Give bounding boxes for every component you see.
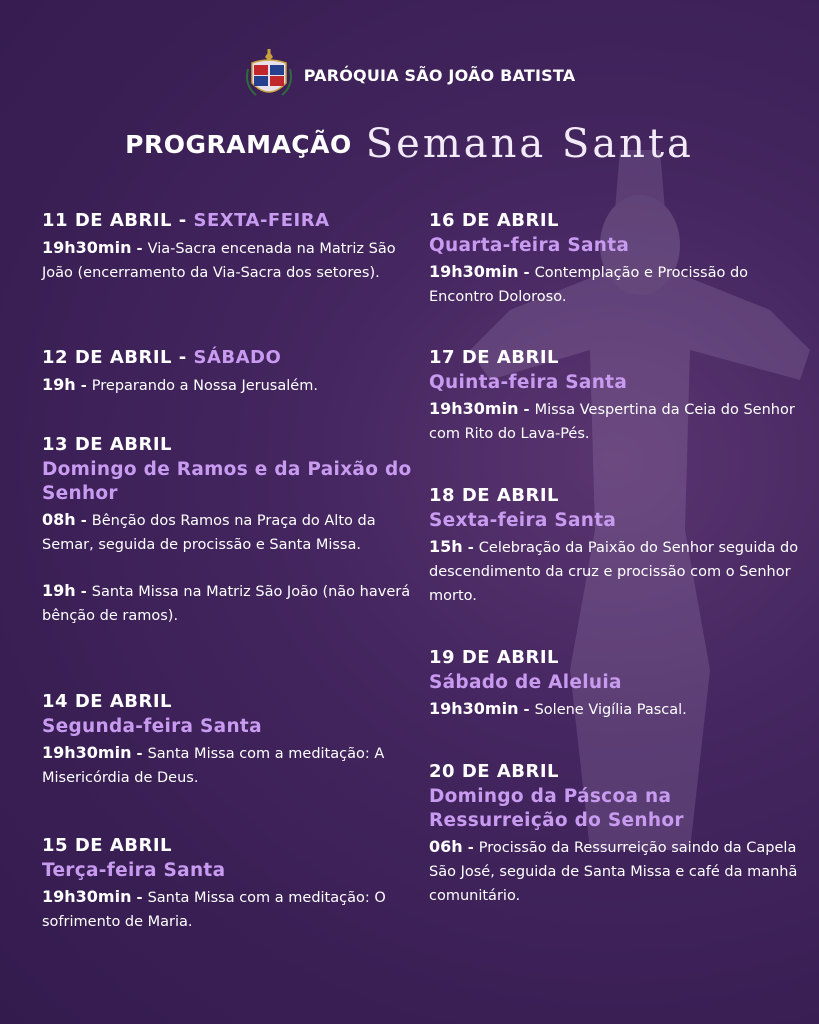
day-weekday: Quarta-feira Santa [429, 235, 630, 256]
event-text: Celebração da Paixão do Senhor seguida do descendimento da cruz e procissão com o Senhor morto. [429, 540, 799, 604]
event-text: Contemplação e Procissão do Encontro Doloroso. [429, 265, 749, 305]
event-text: Santa Missa na Matriz São João (não haverá bênção de ramos). [42, 584, 411, 624]
day-weekday: Segunda-feira Santa [42, 716, 262, 737]
day-date: 19 DE ABRIL [429, 647, 559, 668]
event-text: Missa Vespertina da Ceia do Senhor com Rito do Lava-Pés. [429, 402, 795, 442]
schedule-left-column [42, 207, 412, 934]
day-date: 11 DE ABRIL - SEXTA-FEIRA [42, 210, 330, 231]
event-item: 19h30min - Via-Sacra encenada na Matriz São João (encerramento da Via-Sacra dos setores). [42, 238, 396, 281]
day-17-april [429, 344, 799, 482]
day-18-april [429, 482, 799, 644]
day-11-april [42, 207, 412, 344]
event-text: Procissão da Ressurreição saindo da Capela São José, seguida de Santa Missa e café da manhã comunitário. [429, 840, 798, 904]
day-date: 12 DE ABRIL - SÁBADO [42, 347, 282, 368]
event-time: 08h [42, 510, 76, 529]
event-time: 06h [429, 837, 463, 856]
day-date: 18 DE ABRIL [429, 485, 559, 506]
day-weekday: Terça-feira Santa [42, 860, 226, 881]
day-12-april [42, 344, 412, 431]
event-time: 19h30min [429, 262, 519, 281]
day-date: 16 DE ABRIL [429, 210, 559, 231]
day-13-april [42, 431, 412, 688]
event-time: 19h30min [42, 887, 132, 906]
day-weekday: SEXTA-FEIRA [193, 210, 330, 231]
day-weekday: Domingo de Ramos e da Paixão do Senhor [42, 459, 412, 504]
parish-name: PARÓQUIA SÃO JOÃO BATISTA [303, 65, 576, 85]
title-programacao: PROGRAMAÇÃO [125, 129, 352, 159]
event-item: 19h30min - Contemplação e Procissão do Encontro Doloroso. [429, 262, 749, 305]
day-14-april [42, 688, 412, 832]
day-weekday: Sexta-feira Santa [429, 510, 617, 531]
day-date: 13 DE ABRIL [42, 434, 172, 455]
day-date: 17 DE ABRIL [429, 347, 559, 368]
event-text: Preparando a Nossa Jerusalém. [91, 378, 318, 394]
event-time: 15h [429, 537, 463, 556]
event-time: 19h30min [429, 399, 519, 418]
parish-crest-icon [244, 49, 294, 101]
day-19-april [429, 644, 799, 758]
day-date: 14 DE ABRIL [42, 691, 172, 712]
event-time: 19h30min [42, 743, 132, 762]
event-time: 19h30min [42, 238, 132, 257]
event-item: 19h - Santa Missa na Matriz São João (não haverá bênção de ramos). [42, 581, 411, 624]
schedule-right-column [429, 207, 799, 908]
header [0, 48, 819, 102]
page-title [0, 114, 819, 174]
event-time: 19h30min [429, 699, 519, 718]
day-date: 20 DE ABRIL [429, 761, 559, 782]
day-16-april [429, 207, 799, 344]
day-weekday: SÁBADO [193, 347, 282, 368]
event-item: 19h30min - Santa Missa com a meditação: A Misericórdia de Deus. [42, 743, 385, 786]
event-time: 19h [42, 581, 76, 600]
event-item: 08h - Bênção dos Ramos na Praça do Alto da Semar, seguida de procissão e Santa Missa. [42, 510, 376, 553]
event-item: 19h30min - Missa Vespertina da Ceia do Senhor com Rito do Lava-Pés. [429, 399, 795, 442]
day-weekday: Quinta-feira Santa [429, 372, 628, 393]
event-text: Santa Missa com a meditação: A Misericórdia de Deus. [42, 746, 385, 786]
day-15-april [42, 832, 412, 934]
event-text: Bênção dos Ramos na Praça do Alto da Semar, seguida de procissão e Santa Missa. [42, 513, 376, 553]
event-text: Solene Vigília Pascal. [534, 702, 687, 718]
event-item: 06h - Procissão da Ressurreição saindo da Capela São José, seguida de Santa Missa e café da manhã comunitário. [429, 837, 798, 904]
event-item: 15h - Celebração da Paixão do Senhor seguida do descendimento da cruz e procissão com o Senhor morto. [429, 537, 799, 604]
event-text: Via-Sacra encenada na Matriz São João (encerramento da Via-Sacra dos setores). [42, 241, 396, 281]
event-item: 19h30min - Santa Missa com a meditação: O sofrimento de Maria. [42, 887, 386, 930]
day-date: 15 DE ABRIL [42, 835, 172, 856]
day-weekday: Domingo da Páscoa na Ressurreição do Senhor [429, 786, 684, 831]
event-item: 19h - Preparando a Nossa Jerusalém. [42, 375, 318, 394]
event-item: 19h30min - Solene Vigília Pascal. [429, 699, 687, 718]
day-20-april [429, 758, 799, 908]
event-text: Santa Missa com a meditação: O sofrimento de Maria. [42, 890, 386, 930]
title-semana-santa: Semana Santa [365, 121, 694, 167]
day-weekday: Sábado de Aleluia [429, 672, 622, 693]
event-time: 19h [42, 375, 76, 394]
